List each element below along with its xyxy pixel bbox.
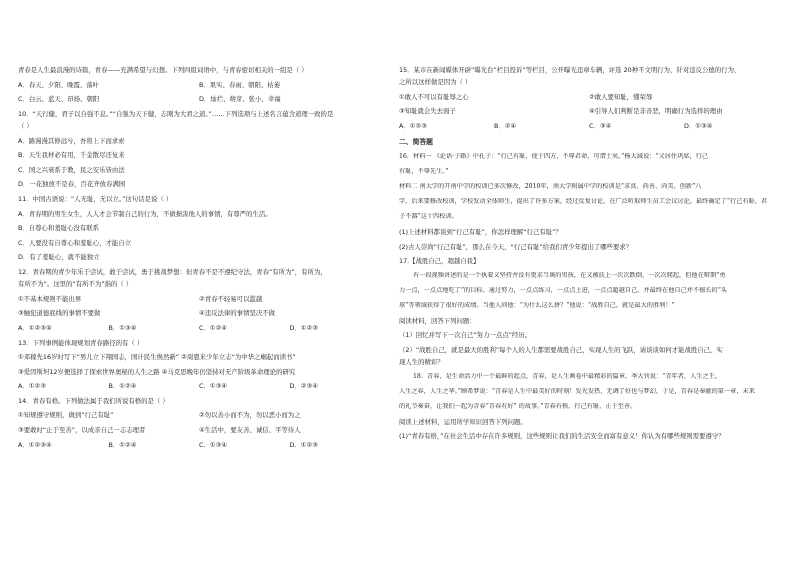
- q13-option-a: A．①②③: [18, 382, 46, 391]
- q13-items-1: ①邓稼先16岁时写下“男儿立下翔国志，国计民生焕然新” ②周恩来少年立志“为中华之崛起而读书”: [18, 353, 296, 362]
- q12-options: [18, 324, 380, 332]
- q15-option-d: D．①③④: [684, 121, 713, 130]
- q12-option-b: B．①③④: [108, 323, 137, 332]
- q14-options: [18, 441, 380, 449]
- q17-para-3: 球”等领域获得了很好的成绩。当他人问他：“为什么这么拼？”他说：“战胜自己，就是最大的胜利！”: [399, 301, 675, 309]
- q16-line-4: 字，后来要修改校训，学校发动全体师生，提出了许多方案，经过反复讨论，在广泛听取师生员工会议讨论，最终确定了“行己有耻，君: [399, 198, 768, 206]
- q13-items-2: ③爱因斯坦12岁便选择了探索世界奥秘的人生之路 ④马克思晚年仍坚持对无产阶级革命理论的研究: [18, 367, 296, 376]
- q15-items-row2: [399, 107, 779, 115]
- q11-option-d: D．有了羞耻心，就不能独立: [18, 253, 100, 262]
- q12-option-a: A．①②③④: [18, 323, 52, 332]
- q18-para-1: 18．青春，是生命活力中一个最鲜的起点，青春，是人生画卷中最精彩的篇章，季大钊说：“青年者，人生之王，: [413, 372, 722, 380]
- q14-option-b: B．①②④: [108, 440, 137, 449]
- q9-option-a: A．春天、夕阳、晚霞、落叶: [18, 80, 100, 89]
- q16-line-3: 材料二 南大学的开南中学的校训已多次修改，2010年，南大学附属中学的校训是“求真、尚善、尚美、创新”八: [399, 183, 702, 191]
- q14-item-4: ④生活中，要友善、诚信、平等待人: [199, 426, 301, 435]
- q9-option-d: D．灿烂、萌芽、张小、幸福: [199, 95, 281, 104]
- q11-option-b: B．自尊心和羞耻心没有联系: [18, 224, 100, 233]
- q15-option-c: C．③④: [589, 121, 612, 130]
- q16-line-5: 子不器”这十四校训。: [399, 213, 458, 221]
- q16-line-2: 有耻，不辱先生。”: [399, 168, 449, 176]
- q17-question-1: （1）回忆并写下一次自己“努力一点点”经历。: [399, 331, 532, 340]
- q14-option-c: C．①③④: [199, 440, 228, 449]
- q18-para-3: 的礼节奏奋，让我们一起为青春“青春有好” 的故事。”青春有格，行己有耻，止于至善。: [399, 402, 637, 410]
- q12-item-4: ④违反法律的事情坚决不做: [199, 309, 276, 318]
- q11-stem: 11．中国古语说：“人无耻，无以立。”这句话是说（ ）: [18, 194, 173, 203]
- q9-option-c: C．白云、蓝天、昂扬、朝阳: [18, 95, 100, 104]
- q17-para-2: 力一点，一点点地吃了”的目标。通过努力，一点点练习，一点点上进，一点点超越自己，并最终在他自己并不擅长的“头: [399, 286, 728, 294]
- q10-option-b: B．天生我材必有用，千金散尽还复来: [18, 151, 125, 160]
- q16-question-1: (1)上述材料都谈到“行己有耻”，你怎样理解“行己有耻”？: [399, 228, 562, 237]
- right-column: [399, 66, 779, 447]
- q17-para-1: 有一段视频讲述的是一个执着又坚持并没有更求当奥的男孩，在又被扶上一次次跌倒、一次次爬起，但他在辩期”勇: [413, 271, 726, 279]
- q15-stem-1: 15．某市在新闻媒体开辟“曝光台”栏目投诉”等栏目，公开曝光违章车辆，评选 20种不文明行为，针对违反公德的行为，: [399, 66, 741, 74]
- q9-options-row1: [18, 81, 380, 89]
- q10-option-a: A．路漫漫其修远兮，吾将上下而求索: [18, 136, 125, 145]
- q13-option-b: B．①②④: [108, 382, 137, 391]
- q17-question-2b: 现人生的精彩？: [399, 358, 444, 367]
- q18-read: 阅读上述材料，运用所学知识回答下列问题。: [399, 417, 527, 426]
- q15-option-b: B．②④: [494, 121, 517, 130]
- q10-option-c: C．国之兴衰系于教，民之安乐皆由法: [18, 165, 125, 174]
- q16-question-2: (2)古人崇尚“行己有耻”，那么在今天，“行己有耻”给我们青少年提出了哪些要求？: [399, 242, 633, 251]
- q15-item-1: ①敢人不可以有耻辱之心: [399, 92, 469, 101]
- left-column: [18, 66, 380, 455]
- q15-items-row1: [399, 93, 779, 101]
- q15-option-a: A．①②③: [399, 121, 427, 130]
- q11-option-a: A．青春期的男生女生，人人才会节制自己的行为，不做损害他人的事情，有尊严的生活。: [18, 209, 272, 218]
- section-heading-short-answer: 二、简答题: [399, 138, 433, 147]
- q13-stem: 13．下列事例能体现规划青春路径的有（ ）: [18, 338, 144, 347]
- q14-items-row2: [18, 426, 380, 434]
- q15-options: [399, 122, 779, 130]
- q14-item-3: ③要敢时“止于至善”，以成亲自己一志志理者: [18, 426, 146, 435]
- q12-stem-1: 12．青春期的青少年乐于尝试，敢于尝试，勇于挑战梦想：但青春不是不遵纪守法，青春“有所为”，有所为，: [18, 267, 327, 276]
- q15-stem-2: 之所以这样做是因为（ ）: [399, 78, 472, 87]
- q10-option-d: D．一花独放不是春，百花齐放春满园: [18, 180, 126, 189]
- q14-option-a: A．①②③④: [18, 440, 52, 449]
- q15-item-3: ③知耻就会失去面子: [399, 107, 456, 116]
- q12-items-row1: [18, 295, 380, 303]
- q15-item-2: ②敢人要知耻，懂荣辱: [589, 92, 653, 101]
- q12-stem-2: 有所不为”。这里的“有所不为”指的（ ）: [18, 280, 133, 289]
- q10-stem: 10．“天行健，君子以自强不息。”“自强为天下健，志刚为大君之道。”……下列选项与上述名言蕴含道理一致的是: [18, 109, 334, 118]
- q17-question-2a: （2）“战胜自己，就是最大的胜利”每个人的人生都需要战胜自己，实现人生的飞跃，请谈谈如何才能战胜自己，实: [399, 346, 723, 355]
- q12-option-c: C．①②④: [199, 323, 228, 332]
- q16-line-1: 16．材料一 《论语·子路》中孔子：“行己有耻，使于四方，不辱君命，可谓士矣。”杨大减说：“又居住巩席，行己: [399, 153, 709, 161]
- q12-item-3: ③触犯道德底线的事情不要做: [18, 309, 101, 318]
- q14-stem: 14．青春有格。下列做法属于我们所说有格的是（ ）: [18, 396, 169, 405]
- q9-stem: 青春是人生最浪漫的诗篇，青春——充满希望与幻想。下列四组词语中，与青春密切相关的一组是（ ）: [18, 66, 308, 74]
- q9-options-row2: [18, 95, 380, 103]
- q12-items-row2: [18, 309, 380, 317]
- q13-option-c: C．①③④: [199, 382, 228, 391]
- q14-option-d: D．①②③: [289, 440, 318, 449]
- q14-item-2: ②勿以善小而不为，勿以恶小而为之: [199, 411, 301, 420]
- q11-option-c: C．人要没有自尊心和羞耻心，才能自立: [18, 238, 132, 247]
- q13-option-d: D．②③④: [289, 382, 318, 391]
- q12-option-d: D．①②③: [289, 323, 318, 332]
- q18-para-2: 人生之春，人生之华。”顾希梦说：“青春是人生中最美好的时刻！发光发热，无调了好也与梦幻，于是，青春是奉献的第一章，未来: [399, 387, 755, 395]
- q17-title: 17.【战胜自己，超越自我】: [399, 257, 480, 266]
- q10-paren: （ ）: [18, 121, 33, 130]
- q14-items-row1: [18, 411, 380, 419]
- q9-option-b: B．果实、春雨、朝阳、枯萎: [199, 80, 281, 89]
- q13-options: [18, 382, 380, 390]
- q12-item-1: ①不基本规则不能出界: [18, 294, 82, 303]
- q14-item-1: ①知规遵守规则，做到“行己有耻”: [18, 411, 114, 420]
- q12-item-2: ②青春不轻易可以滥越: [199, 294, 263, 303]
- q17-read: 阅读材料，回答下列问题：: [399, 316, 476, 325]
- q15-item-4: ④引导人们判断是非善恶，明确行为选择的理由: [589, 107, 723, 116]
- q18-question-1: (1)“青春有格，”在社会生活中存在许多规则，这些规则让我们的生活安全而富有意义！你认为有哪些规则需要遵守？: [399, 432, 725, 441]
